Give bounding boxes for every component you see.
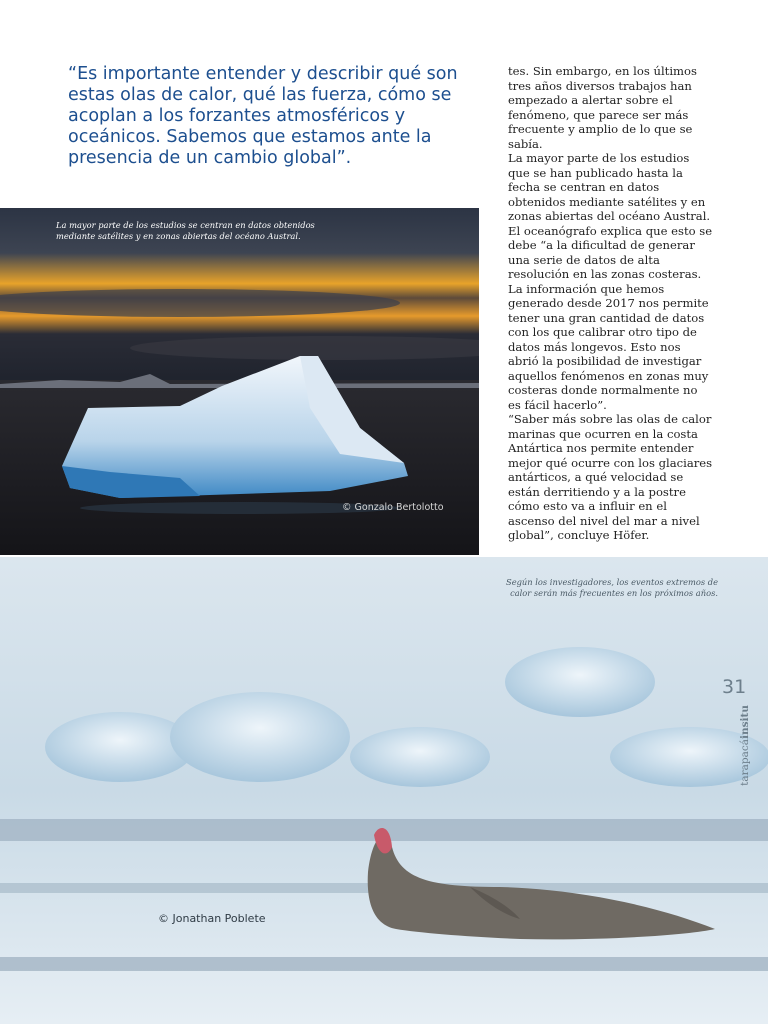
magazine-name-suffix: insitu xyxy=(739,705,751,740)
page-number: 31 xyxy=(722,676,747,698)
body-paragraph-2: La mayor parte de los estudios que se han publicado hasta la fecha se centran en datos obtenidos mediante satélites y en zonas abiertas del océano Austral. El oceanógrafo explica que esto se debe “a la dificultad de generar una serie de datos de alta resolución en las zonas costeras. La información que hemos generado desde 2017 nos permite tener una gran cantidad de datos con los que calibrar otro tipo de datos más longevos. Esto nos abrió la posibilidad de investigar aquellos fenómenos en zonas muy costeras donde normalmente no es fácil hacerlo”. xyxy=(508,151,713,412)
magazine-name xyxy=(739,705,751,786)
pull-quote: “Es importante entender y describir qué son estas olas de calor, qué las fuerza, cómo se acoplan a los forzantes atmosféricos y oceánicos. Sabemos que estamos ante la presencia de un cambio global”. xyxy=(68,64,458,168)
iceberg-photo-caption: La mayor parte de los estudios se centran en datos obtenidos mediante satélites y en zonas abiertas del océano Austral. xyxy=(56,220,315,241)
iceberg-photo-credit: © Gonzalo Bertolotto xyxy=(342,502,444,513)
body-text-column xyxy=(508,64,713,543)
seal-on-ice-photo xyxy=(0,557,768,1024)
magazine-name-prefix: tarapacá xyxy=(739,739,751,786)
body-paragraph-1: tes. Sin embargo, en los últimos tres años diversos trabajos han empezado a alertar sobre el fenómeno, que parece ser más frecuente y amplio de lo que se sabía. xyxy=(508,64,697,151)
seal-photo-credit: © Jonathan Poblete xyxy=(158,912,266,925)
body-paragraph-3: “Saber más sobre las olas de calor marinas que ocurren en la costa Antártica nos permite entender mejor qué ocurre con los glaciares antárticos, a qué velocidad se están derritiendo y a la postre cómo esto va a influir en el ascenso del nivel del mar a nivel global”, concluye Höfer. xyxy=(508,412,713,542)
seal-photo-caption: Según los investigadores, los eventos extremos de calor serán más frecuentes en los próximos años. xyxy=(506,577,718,598)
